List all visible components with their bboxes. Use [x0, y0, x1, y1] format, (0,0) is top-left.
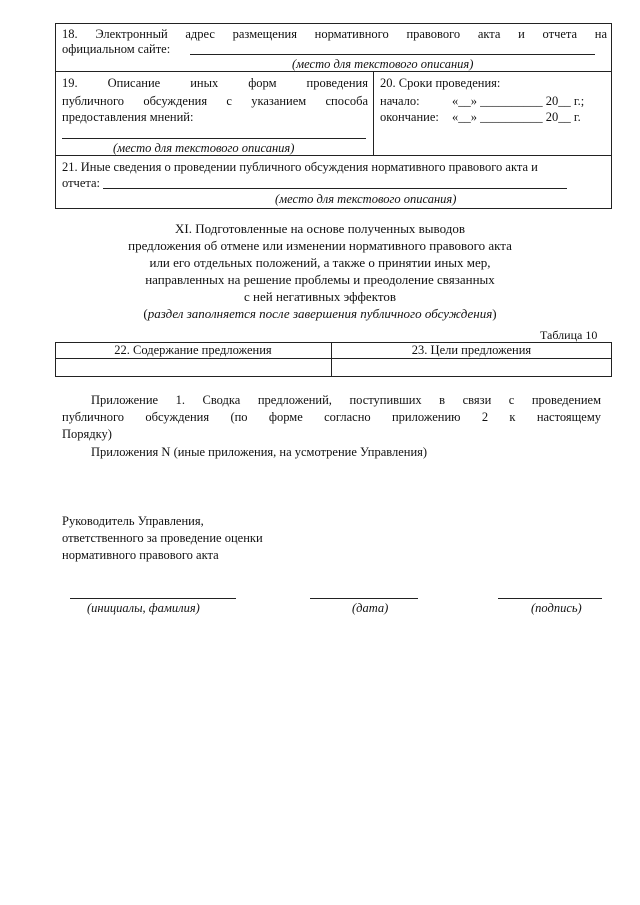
signature-line2: ответственного за проведение оценки	[62, 531, 263, 545]
section-19-word-5: проведения	[306, 76, 368, 90]
signature-line3: нормативного правового акта	[62, 548, 219, 562]
heading-line5: с ней негативных эффектов	[243, 289, 396, 304]
section-heading	[0, 220, 640, 322]
table-10-col1-header: 22. Содержание предложения	[114, 343, 272, 357]
section-19-word-1: 19.	[62, 76, 78, 90]
section-20-end-value: «__» __________ 20__ г.	[452, 110, 581, 124]
section-21-fill-line	[103, 188, 567, 189]
section-19-line2: публичного обсуждения с указанием способа	[62, 94, 368, 108]
sign-signature-line	[498, 598, 602, 599]
section-19-line1	[62, 76, 368, 91]
date-signature-line	[310, 598, 418, 599]
sign-caption: (подпись)	[531, 601, 582, 615]
name-caption: (инициалы, фамилия)	[87, 601, 200, 615]
table-10-label: Таблица 10	[540, 328, 598, 342]
heading-note-text: раздел заполняется после завершения публичного обсуждения	[147, 306, 493, 321]
section-21-line1: 21. Иные сведения о проведении публичного обсуждения нормативного правового акта и	[62, 160, 538, 174]
section-20-start-value: «__» __________ 20__ г.;	[452, 94, 585, 108]
heading-line2: предложения об отмене или изменении нормативного правового акта	[128, 238, 512, 253]
table-10-header-divider	[55, 358, 612, 359]
name-signature-line	[70, 598, 236, 599]
section-19-word-2: Описание	[107, 76, 161, 90]
section-19-line3: предоставления мнений:	[62, 110, 194, 124]
section-19-word-3: иных	[190, 76, 219, 90]
appendix-p1-line1: Приложение 1. Сводка предложений, поступивших в связи с проведением	[91, 393, 601, 407]
section-19-fill-line	[62, 138, 366, 139]
section-19-placeholder: (место для текстового описания)	[113, 141, 295, 155]
date-caption: (дата)	[352, 601, 389, 615]
section-18-placeholder: (место для текстового описания)	[292, 57, 474, 71]
appendix-p1-line3: Порядку)	[62, 427, 112, 441]
section-19-20-divider	[373, 71, 374, 156]
section-18-line2: официальном сайте:	[62, 42, 171, 56]
section-20-start-label: начало:	[380, 94, 420, 108]
table-10-col2-header: 23. Цели предложения	[411, 343, 532, 357]
section-19-word-4: форм	[248, 76, 277, 90]
signature-line1: Руководитель Управления,	[62, 514, 204, 528]
heading-line4: направленных на решение проблемы и преодоление связанных	[145, 272, 495, 287]
appendix-p2: Приложения N (иные приложения, на усмотрение Управления)	[91, 445, 428, 459]
heading-line1: XI. Подготовленные на основе полученных выводов	[175, 221, 465, 236]
section-18-line1: 18. Электронный адрес размещения нормативного правового акта и отчета на	[62, 27, 607, 41]
section-21-line2: отчета:	[62, 176, 101, 190]
section-21-placeholder: (место для текстового описания)	[275, 192, 457, 206]
heading-line3: или его отдельных положений, а также о принятии иных мер,	[149, 255, 491, 270]
section-20-title: 20. Сроки проведения:	[380, 76, 501, 90]
section-18-fill-line	[190, 54, 595, 55]
heading-note: (раздел заполняется после завершения публичного обсуждения)	[143, 306, 497, 321]
section-20-end-label: окончание:	[380, 110, 439, 124]
appendix-p1-line2: публичного обсуждения (по форме согласно приложению 2 к настоящему	[62, 410, 601, 424]
